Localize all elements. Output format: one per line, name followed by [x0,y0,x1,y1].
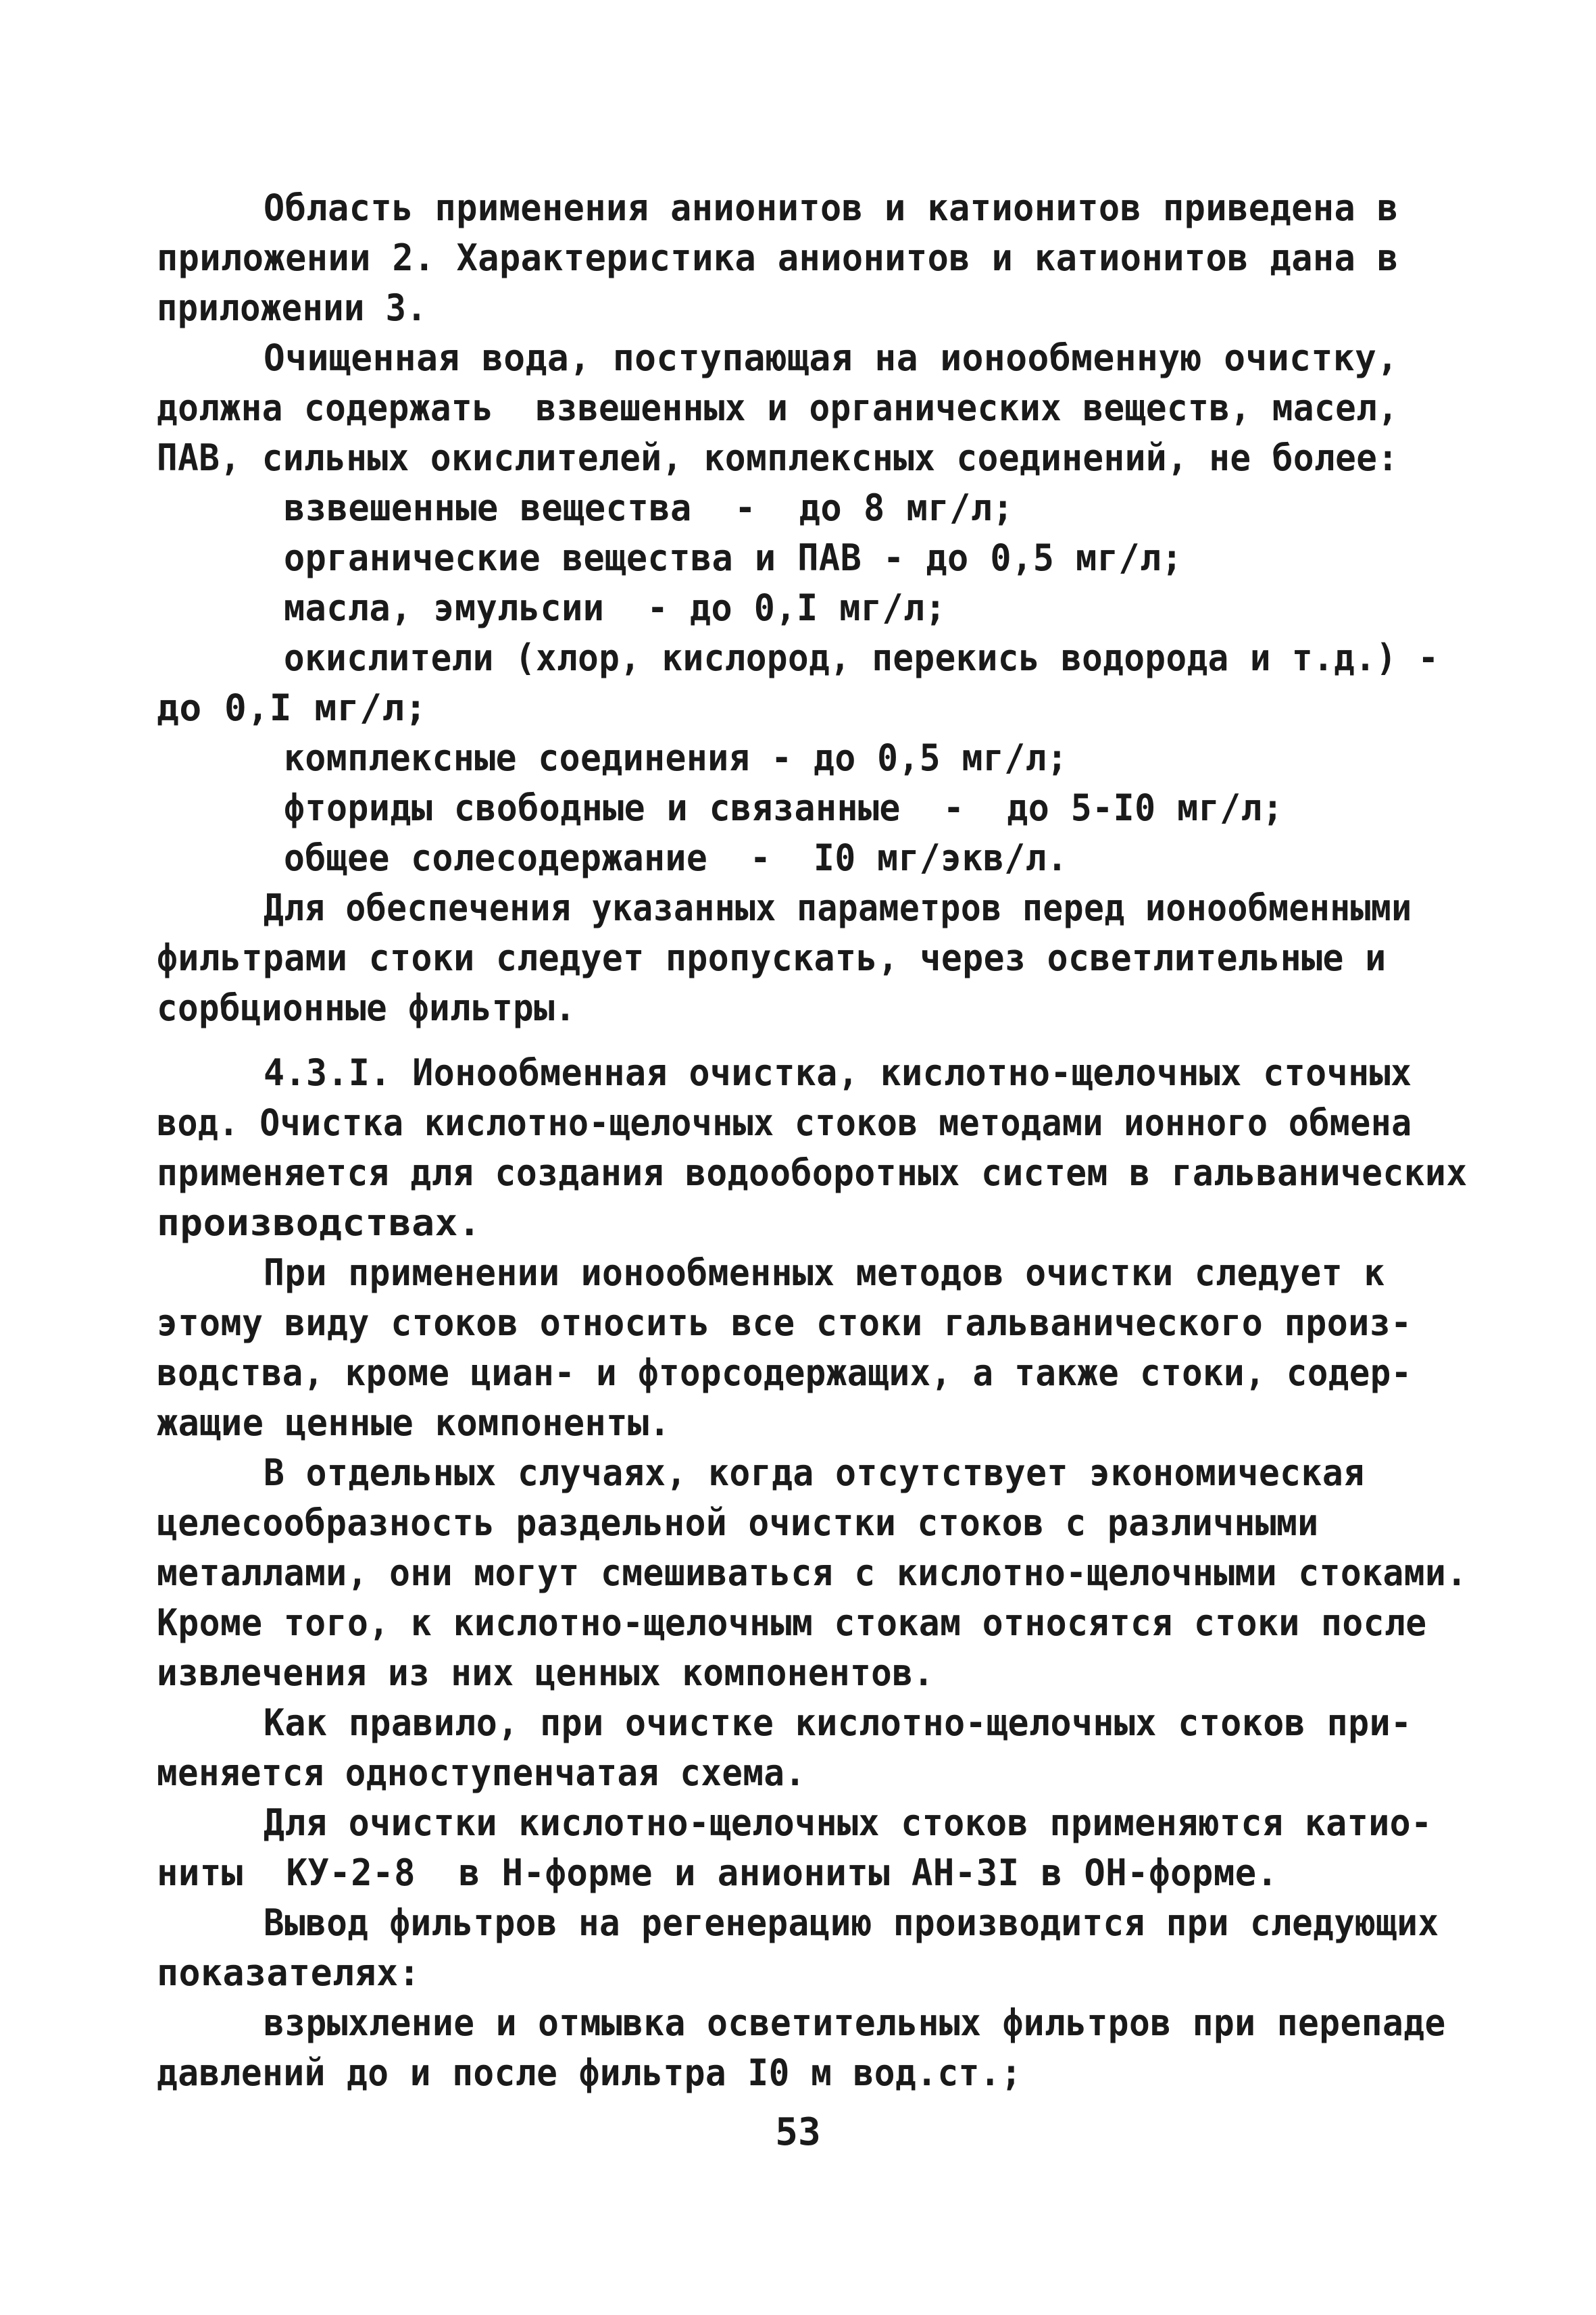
text-line: При применении ионообменных методов очистки следует к [264,1251,1385,1294]
text-line: применяется для создания водооборотных систем в гальванических [157,1151,1468,1194]
text-line: Очищенная вода, поступающая на ионообменную очистку, [264,337,1399,379]
text-line: фильтрами стоки следует пропускать, через осветлительные и [157,937,1387,979]
text-line: ПАВ, сильных окислителей, комплексных соединений, не более: [157,437,1399,479]
text-line: общее солесодержание - I0 мг/экв/л. [284,837,1068,879]
text-line: Для обеспечения указанных параметров перед ионообменными [264,887,1412,929]
text-line: приложении 3. [157,287,428,329]
text-line: взвешенные вещества - до 8 мг/л; [284,487,1014,529]
text-line: должна содержать взвешенных и органических веществ, масел, [157,387,1399,429]
text-line: целесообразность раздельной очистки стоков с различными [157,1501,1319,1544]
text-line: 4.3.I. Ионообменная очистка, кислотно-щелочных сточных [264,1051,1412,1094]
text-line: этому виду стоков относить все стоки гальванического произ- [157,1301,1412,1344]
text-line: сорбционные фильтры. [157,987,576,1029]
text-line: водства, кроме циан- и фторсодержащих, а также стоки, содер- [157,1351,1412,1394]
text-line: комплексные соединения - до 0,5 мг/л; [284,737,1068,779]
text-line: окислители (хлор, кислород, перекись водорода и т.д.) - [284,637,1439,679]
text-line: Вывод фильтров на регенерацию производится при следующих [264,1901,1439,1944]
text-line: металлами, они могут смешиваться с кислотно-щелочными стоками. [157,1551,1468,1594]
text-line: извлечения из них ценных компонентов. [157,1651,934,1694]
text-line: до 0,I мг/л; [157,687,428,729]
text-line: органические вещества и ПАВ - до 0,5 мг/л; [284,537,1183,579]
text-line: ниты КУ-2-8 в Н-форме и аниониты АН-3I в ОН-форме. [157,1851,1278,1894]
text-line: приложении 2. Характеристика анионитов и катионитов дана в [157,237,1399,279]
text-line: фториды свободные и связанные - до 5-I0 мг/л; [284,787,1284,829]
text-line: производствах. [157,1201,482,1244]
text-line: давлений до и после фильтра I0 м вод.ст.; [157,2051,1022,2094]
text-line: меняется одноступенчатая схема. [157,1751,806,1794]
text-line: В отдельных случаях, когда отсутствует экономическая [264,1451,1365,1494]
text-line: вод. Очистка кислотно-щелочных стоков методами ионного обмена [157,1101,1412,1144]
text-line: взрыхление и отмывка осветительных фильтров при перепаде [264,2001,1446,2044]
page-number: 53 [775,2110,821,2154]
text-line: жащие ценные компоненты. [157,1401,671,1444]
text-line: масла, эмульсии - до 0,I мг/л; [284,587,947,629]
text-line: Область применения анионитов и катионитов приведена в [264,186,1399,229]
text-line: Кроме того, к кислотно-щелочным стокам относятся стоки после [157,1601,1427,1644]
text-line: Для очистки кислотно-щелочных стоков применяются катио- [264,1801,1432,1844]
text-line: Как правило, при очистке кислотно-щелочных стоков при- [264,1701,1412,1744]
text-line: показателях: [157,1951,421,1994]
